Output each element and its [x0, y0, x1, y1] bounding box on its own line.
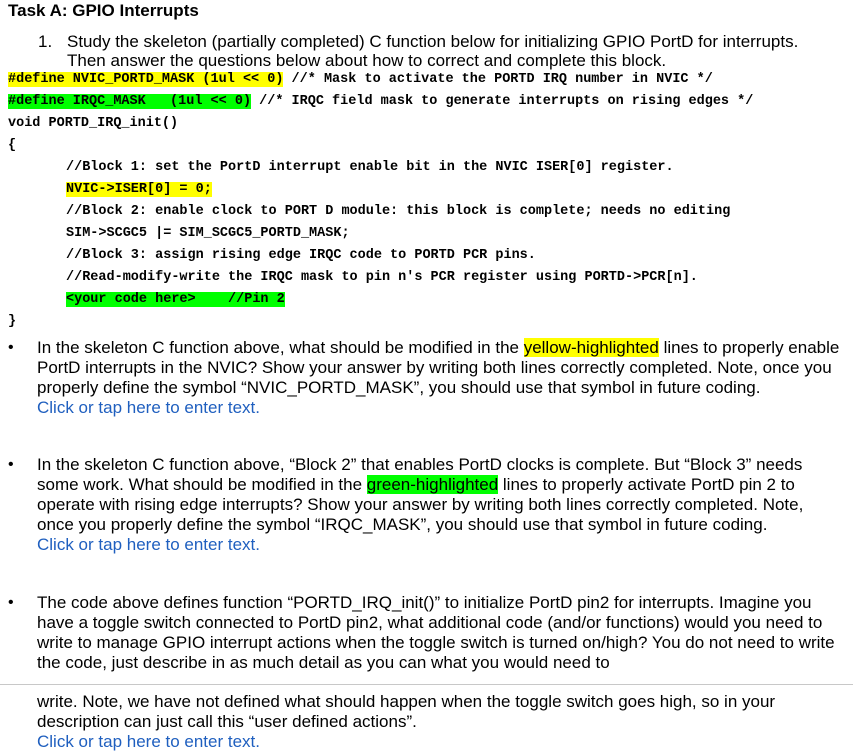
- intro-text: Study the skeleton (partially completed) C function below for initializing GPIO PortD for interrupts. Then answer the questions below about how to correct and complete this block.: [67, 32, 799, 70]
- code-function-signature: void PORTD_IRQ_init(): [8, 116, 179, 131]
- question-2-text-post: lines to properly activate PortD pin 2 to operate with rising edge interrupts? Show your answer by writing both lines correctly completed. Note, once you properly define the symbol “IRQC_MASK”, you should use that symbol in future coding.: [37, 475, 804, 534]
- code-block3-placeholder: <your code here>: [66, 292, 196, 307]
- bullet-icon: •: [8, 594, 14, 611]
- code-define-nvic-highlight: #define NVIC_PORTD_MASK (1ul << 0): [8, 72, 284, 87]
- bullet-icon: •: [8, 339, 14, 356]
- code-block2-comment: //Block 2: enable clock to PORT D module: this block is complete; needs no editing: [66, 204, 731, 219]
- task-title: Task A: GPIO Interrupts: [8, 1, 199, 20]
- question-2-highlight: green-highlighted: [366, 475, 499, 494]
- code-define-nvic-comment: //* Mask to activate the PORTD IRQ number in NVIC */: [283, 72, 713, 87]
- question-2-text-pre: In the skeleton C function above, “Block 2” that enables PortD clocks is complete. But “Block 3” needs some work. What should be modified in the: [37, 455, 803, 494]
- question-1-highlight: yellow-highlighted: [523, 338, 659, 357]
- intro-number: 1.: [38, 32, 53, 51]
- code-block3-pin-comment: //Pin 2: [195, 292, 285, 307]
- code-define-irqc: [8, 94, 753, 109]
- code-define-nvic: [8, 72, 713, 87]
- answer-1-field[interactable]: Click or tap here to enter text.: [37, 398, 260, 417]
- question-1-text-post: lines to properly enable PortD interrupts in the NVIC? Show your answer by writing both lines correctly completed. Note, once you properly define the symbol “NVIC_PORTD_MASK”, you should use that symbol in future coding.: [37, 338, 840, 397]
- page-break-divider: [0, 684, 853, 685]
- bullet-icon: •: [8, 456, 14, 473]
- code-close-brace: }: [8, 314, 17, 329]
- question-1-text-pre: In the skeleton C function above, what should be modified in the: [37, 338, 524, 357]
- code-block1-comment: //Block 1: set the PortD interrupt enable bit in the NVIC ISER[0] register.: [66, 160, 674, 175]
- code-block3-highlight: [66, 292, 285, 307]
- code-block3-line: [66, 292, 285, 307]
- code-block1-line: [66, 182, 212, 197]
- code-block1-highlight: NVIC->ISER[0] = 0;: [66, 182, 212, 197]
- answer-2-field[interactable]: Click or tap here to enter text.: [37, 535, 260, 554]
- code-define-irqc-highlight: #define IRQC_MASK (1ul << 0): [8, 94, 252, 109]
- code-block3-comment-2: //Read-modify-write the IRQC mask to pin n's PCR register using PORTD->PCR[n].: [66, 270, 698, 285]
- code-block2-line: SIM->SCGC5 |= SIM_SCGC5_PORTD_MASK;: [66, 226, 350, 241]
- question-3-text-continued: write. Note, we have not defined what should happen when the toggle switch goes high, so in your description can just call this “user defined actions”.: [37, 692, 776, 731]
- code-define-irqc-comment: //* IRQC field mask to generate interrupts on rising edges */: [251, 94, 754, 109]
- question-3-text: The code above defines function “PORTD_IRQ_init()” to initialize PortD pin2 for interrupts. Imagine you have a toggle switch connected to PortD pin2, what additional code (and/or functions) would you need to write to manage GPIO interrupt actions when the toggle switch is turned on/high? You do not need to write the code, just describe in as much detail as you can what you would need to: [37, 593, 835, 672]
- answer-3-field[interactable]: Click or tap here to enter text.: [37, 732, 260, 751]
- code-open-brace: {: [8, 138, 17, 153]
- code-block3-comment: //Block 3: assign rising edge IRQC code to PORTD PCR pins.: [66, 248, 536, 263]
